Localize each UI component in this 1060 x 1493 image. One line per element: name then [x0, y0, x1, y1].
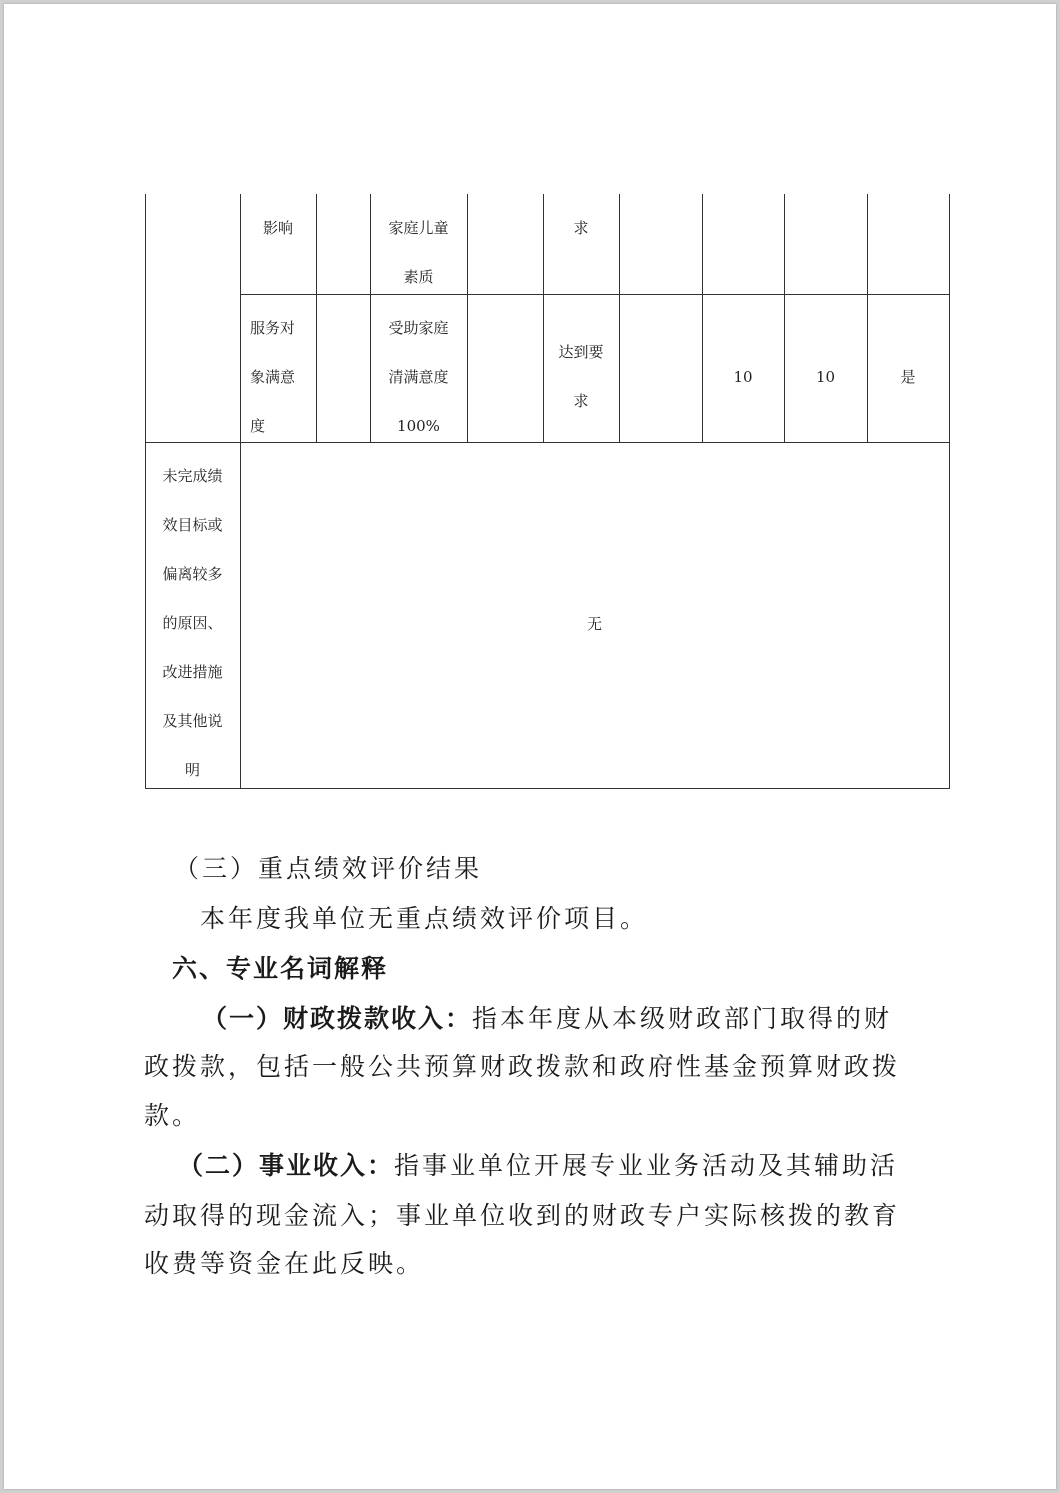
item2-line2: 动取得的现金流入；事业单位收到的财政专户实际核拨的教育 [144, 1201, 901, 1230]
row3-value: 无 [586, 615, 602, 633]
row2-achieved: 是 [900, 368, 916, 386]
row2-actual: 达到要 求 [558, 343, 604, 410]
row1-target: 家庭儿童 素质 [388, 219, 449, 286]
item2-line1: （二）事业收入：指事业单位开展专业业务活动及其辅助活 [178, 1151, 899, 1180]
section6-heading: 六、专业名词解释 [172, 954, 389, 983]
item1-line2: 政拨款，包括一般公共预算财政拨款和政府性基金预算财政拨 [144, 1052, 901, 1081]
row2-weight: 10 [733, 368, 753, 386]
row1-actual: 求 [573, 219, 589, 237]
item2-term: （二）事业收入： [178, 1151, 395, 1180]
item1-line3: 款。 [144, 1101, 201, 1130]
document-page [4, 4, 1056, 1489]
row2-score: 10 [815, 368, 836, 386]
row3-label: 未完成绩 效目标或 偏离较多 的原因、 改进措施 及其他说 明 [162, 467, 223, 779]
row2-indicator: 服务对 象满意 度 [250, 319, 296, 435]
row2-target: 受助家庭 清满意度 100% [388, 319, 449, 435]
performance-table [145, 194, 950, 789]
item1-line1: （一）财政拨款收入：指本年度从本级财政部门取得的财 [202, 1004, 893, 1033]
item2-line3: 收费等资金在此反映。 [144, 1249, 425, 1278]
row1-indicator: 影响 [262, 219, 293, 237]
section3-heading: （三）重点绩效评价结果 [174, 854, 483, 883]
section3-text: 本年度我单位无重点绩效评价项目。 [200, 904, 649, 933]
item1-term: （一）财政拨款收入： [202, 1004, 473, 1033]
